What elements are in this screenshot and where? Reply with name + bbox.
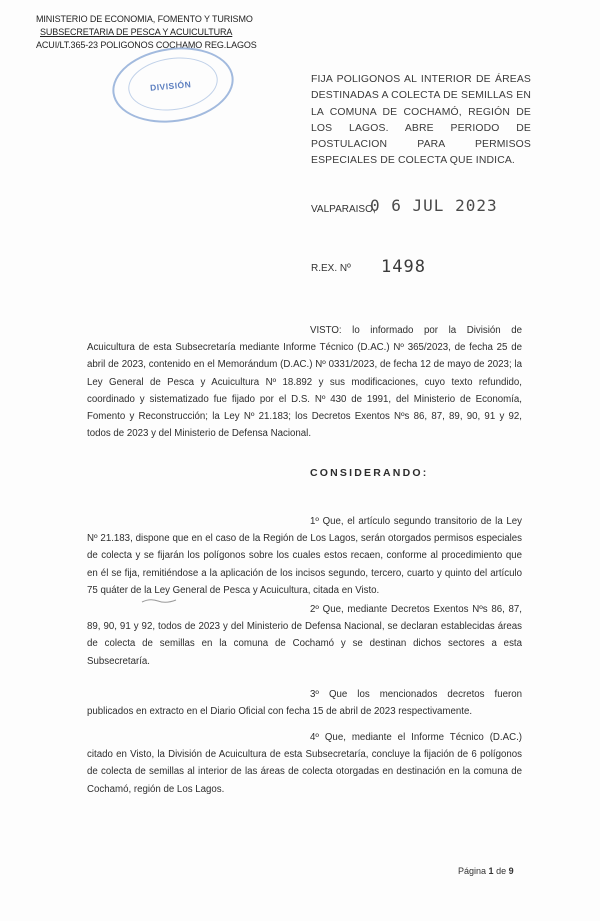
document-reference: ACUI/LT.365-23 POLIGONOS COCHAMO REG.LAGOS xyxy=(36,40,257,50)
place-label: VALPARAISO, xyxy=(311,204,376,215)
considerando-2: 2º Que, mediante Decretos Exentos Nºs 86, 87, 89, 90, 91 y 92, todos de 2023 y del Ministerio de Defensa Nacional, se declaran establecidas áreas de colecta de semillas en la comuna de Cochamó y se destinan dichos sectores a esta Subsecretaría. xyxy=(87,604,522,667)
considerando-heading: CONSIDERANDO: xyxy=(310,467,429,479)
handwritten-date: 0 6 JUL 2023 xyxy=(370,196,498,215)
page-total: 9 xyxy=(508,866,514,876)
page-of: de xyxy=(496,866,507,876)
considerando-3: 3º Que los mencionados decretos fueron publicados en extracto en el Diario Oficial con fecha 15 de abril de 2023 respectivamente. xyxy=(87,689,522,718)
ministry-name: MINISTERIO DE ECONOMIA, FOMENTO Y TURISMO xyxy=(36,14,253,24)
letterhead xyxy=(36,13,257,52)
page-word: Página xyxy=(458,866,487,876)
rex-label: R.EX. Nº xyxy=(311,263,351,274)
visto-paragraph: VISTO: lo informado por la División de Acuicultura de esta Subsecretaría mediante Informe Técnico (D.AC.) Nº 365/2023, de fecha 25 de abril de 2023, contenido en el Memorándum (D.AC.) Nº 0331/2023, de fecha 12 de mayo de 2023; la Ley General de Pesca y Acuicultura Nº 18.892 y sus modificaciones, cuyo texto refundido, coordinado y sistematizado fue fijado por el D.S. Nº 430 de 1991, del Ministerio de Economía, Fomento y Reconstrucción; la Ley Nº 21.183; los Decretos Exentos Nºs 86, 87, 89, 90, 91 y 92, todos de 2023 y del Ministerio de Defensa Nacional. xyxy=(87,325,522,440)
resolution-title: FIJA POLIGONOS AL INTERIOR DE ÁREAS DESTINADAS A COLECTA DE SEMILLAS EN LA COMUNA DE COCHAMÓ, REGIÓN DE LOS LAGOS. ABRE PERIODO DE POSTULACION PARA PERMISOS ESPECIALES DE COLECTA QUE INDICA. xyxy=(311,74,531,167)
considerando-4: 4º Que, mediante el Informe Técnico (D.AC.) citado en Visto, la División de Acuicultura de esta Subsecretaría, concluye la fijación de 6 polígonos de colecta de semillas al interior de las áreas de colecta otorgadas en destinación en la comuna de Cochamó, región de Los Lagos. xyxy=(87,732,522,795)
subsecretaria-name: SUBSECRETARIA DE PESCA Y ACUICULTURA xyxy=(40,27,233,37)
pen-mark-decoration xyxy=(140,594,180,608)
page-current: 1 xyxy=(488,866,494,876)
rex-number: 1498 xyxy=(381,257,426,277)
division-stamp-text: DIVISIÓN xyxy=(149,79,192,93)
page-counter xyxy=(458,866,514,876)
considerando-1: 1º Que, el artículo segundo transitorio de la Ley Nº 21.183, dispone que en el caso de la Región de Los Lagos, serán otorgados permisos especiales de colecta y se fijarán los polígonos sobre los cuales estos recaen, conforme al procedimiento que en él se fija, remitiéndose a la aplicación de los incisos segundo, tercero, cuarto y quinto del artículo 75 quáter de la Ley General de Pesca y Acuicultura, citada en Visto. xyxy=(87,516,522,596)
